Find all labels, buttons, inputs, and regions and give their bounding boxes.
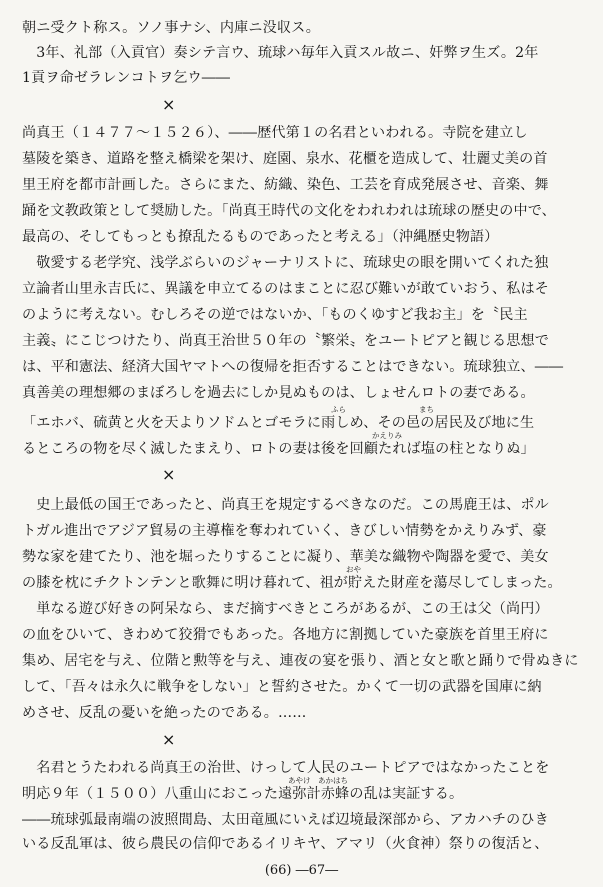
text-line: 3年、礼部（入貢官）奏シテ言ウ、琉球ハ毎年入貢スル故ニ、奸弊ヲ生ズ。2年	[22, 45, 539, 61]
section-separator: ×	[162, 465, 176, 484]
furigana: まち	[419, 405, 434, 414]
text-line: トガル進出でアジア貿易の主導権を奪われていく、きびしい情勢をかえりみず、豪	[22, 523, 547, 539]
quote-line: 「エホバ、硫黄と火を天よりソドムとゴモラに雨しめ、その邑の居民及び地に生	[22, 415, 535, 431]
text-line: 集め、居宅を与え、位階と勲等を与え、連夜の宴を張り、酒と女と歌と踊りで骨ぬきに	[22, 653, 579, 669]
text-line: ――琉球弧最南端の波照間島、太田竜風にいえば辺境最深部から、アカハチのひき	[22, 812, 549, 828]
text-line: 朝ニ受クト称ス。ソノ事ナシ、内庫ニ没収ス。	[22, 20, 320, 36]
text-line: の膝を枕にチクトンテンと歌舞に明け暮れて、祖が貯えた財産を蕩尽してしまった。	[22, 575, 562, 591]
text-line: して、「吾々は永久に戦争をしない」と誓約させた。かくて一切の武器を国庫に納	[22, 679, 542, 695]
text-line: 主義〟にこじつけたり、尚真王治世５０年の〝繁栄〟をユートピアと観じる思想で	[22, 333, 550, 349]
text-line: 最高の、そしてもっとも撩乱たるものであったと考える」（沖縄歴史物語）	[22, 229, 499, 245]
text-line: 勢な家を建てたり、池を堀ったりすることに凝り、華美な織物や陶器を愛で、美女	[22, 549, 549, 565]
text-line: めさせ、反乱の憂いを絶ったのである。……	[22, 705, 307, 721]
section-separator: ×	[162, 95, 176, 114]
furigana: あやけ あかはち	[288, 776, 348, 785]
text-line: 踊を文教政策として奨励した。「尚真王時代の文化をわれわれは琉球の歴史の中で、	[22, 203, 556, 219]
text-line: は、平和憲法、経済大国ヤマトへの復帰を拒否することはできない。琉球独立、――	[22, 359, 564, 375]
text-line: 明応９年（１５００）八重山におこった遠弥計赤蜂の乱は実証する。	[22, 786, 464, 802]
text-line: 里王府を都市計画した。さらにまた、紡織、染色、工芸を育成発展させ、音楽、舞	[22, 177, 549, 193]
text-line: 尚真王（１４７７～１５２６）、――歴代第１の名君といわれる。寺院を建立し	[22, 125, 528, 141]
text-line: のように考えない。むしろその逆ではないか、「ものくゆすど我お主」を〝民主	[22, 307, 528, 323]
text-line: 史上最低の国王であったと、尚真王を規定するべきなのだ。この馬鹿王は、ポル	[22, 497, 549, 513]
text-line: いる反乱軍は、彼ら農民の信仰であるイリキヤ、アマリ（火食神）祭りの復活と、	[22, 836, 549, 852]
furigana: ふら	[331, 405, 346, 414]
text-line: 真善美の理想郷のまぼろしを過去にしか見ぬものは、しょせんロトの妻である。	[22, 385, 535, 401]
text-line: の血をひいて、きわめて狡猾でもあった。各地方に割拠していた豪族を首里王府に	[22, 627, 549, 643]
text-line: 1貢ヲ命ゼラレンコトヲ乞ウ――	[22, 70, 231, 86]
text-line: 立論者山里永吉氏に、異議を申立てるのはまことに忍び難いが敢ていおう、私はそ	[22, 281, 550, 297]
furigana: おや	[346, 565, 361, 574]
page-number-footer: (66) ―67―	[264, 863, 339, 878]
text-line: 墓陵を築き、道路を整え橋梁を架け、庭園、泉水、花櫃を造成して、壮麗丈美の首	[22, 151, 548, 167]
text-line: 敬愛する老学究、浅学ぶらいのジャーナリストに、琉球史の眼を開いてくれた独	[22, 255, 549, 271]
section-separator: ×	[162, 730, 176, 749]
furigana: かえりみ	[372, 431, 402, 440]
text-line: 単なる遊び好きの阿呆なら、まだ摘すべきところがあるが、この王は父（尚円）	[22, 601, 549, 617]
text-line: 名君とうたわれる尚真王の治世、けっして人民のユートピアではなかったことを	[22, 760, 550, 776]
quote-line: るところの物を尽く滅したまえり、ロトの妻は後を回顧たれば塩の柱となりぬ」	[22, 441, 535, 457]
